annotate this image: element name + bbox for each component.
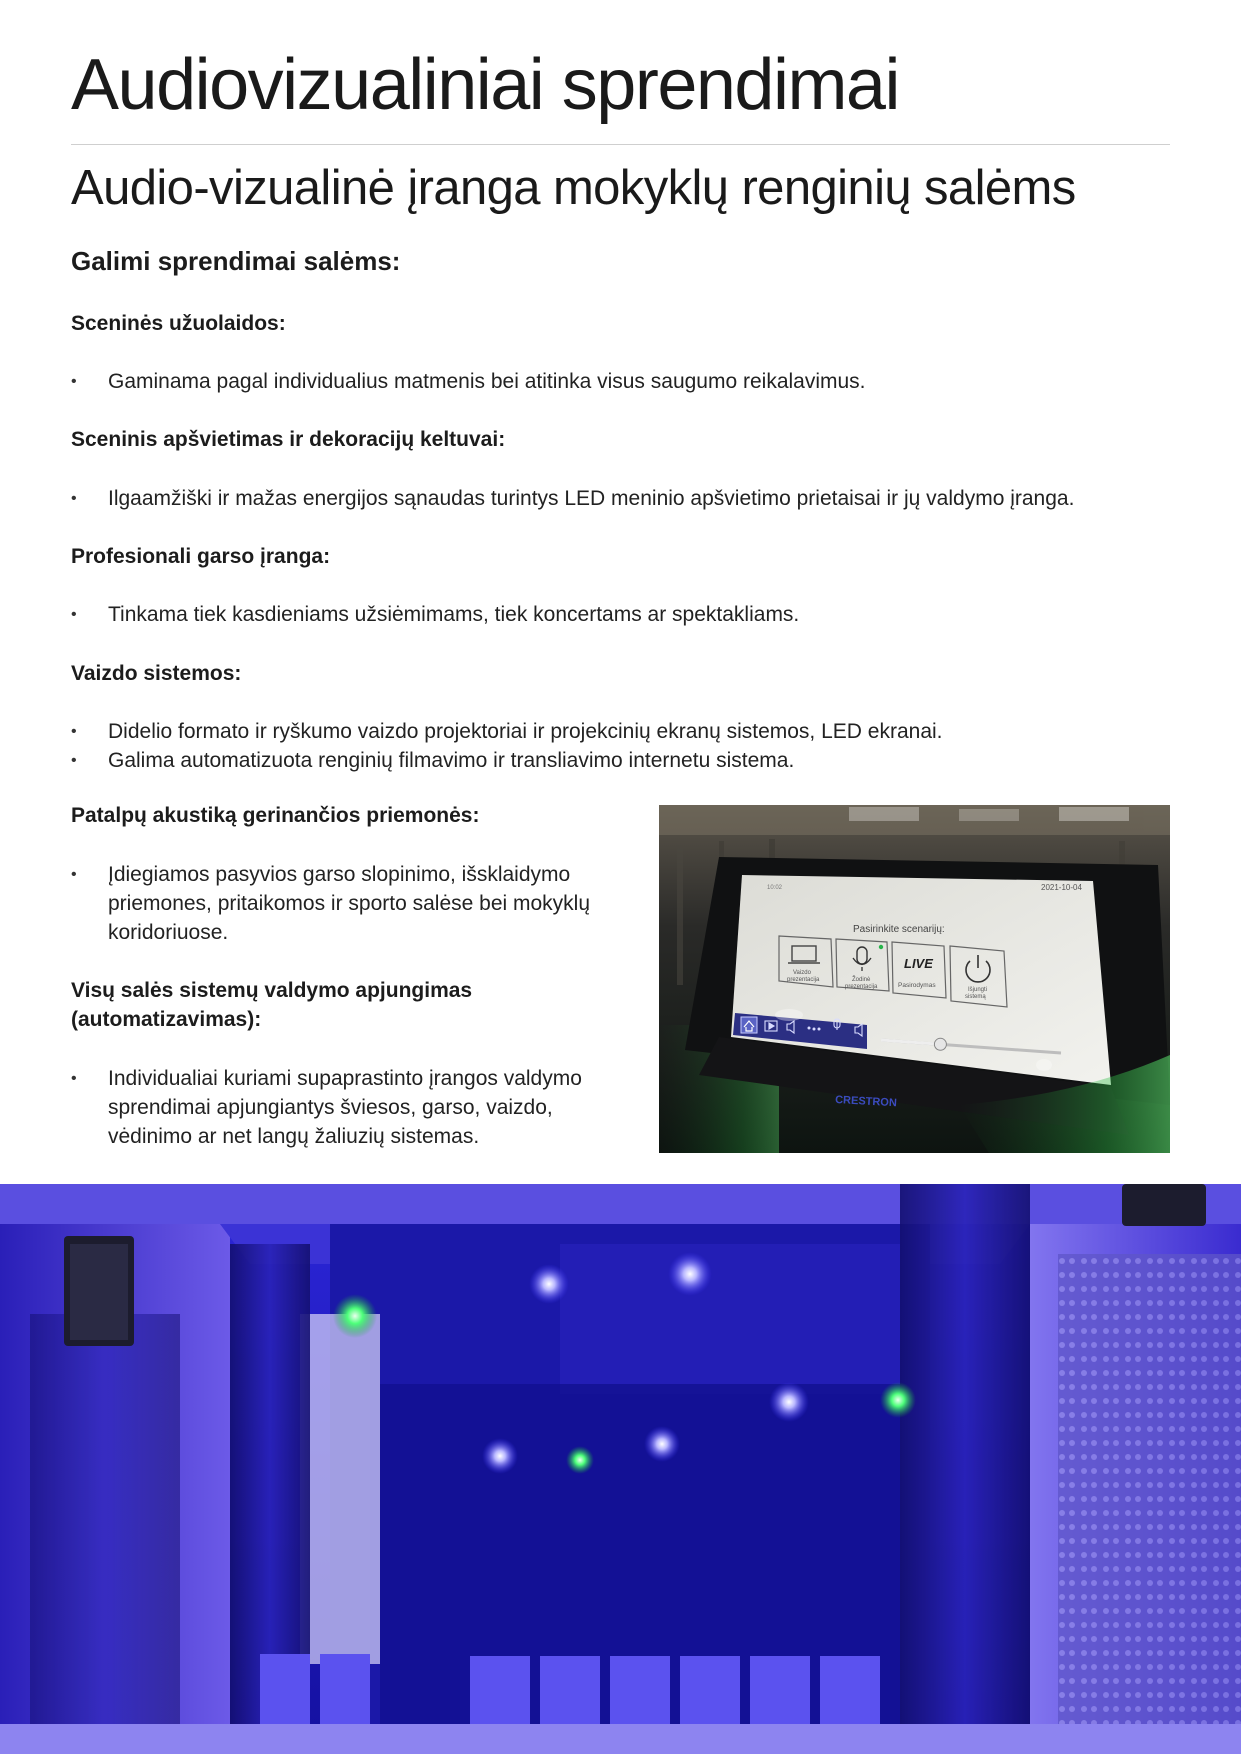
tile-label-line1: Žodinė (852, 977, 871, 983)
panel-date: 2021-10-04 (1041, 883, 1082, 892)
bullet-item (71, 717, 1170, 746)
bullet-item (71, 600, 1170, 629)
stage-chairs (260, 1654, 880, 1726)
tile-label-line1: Vaizdo (793, 970, 811, 976)
bullet-marker: • (71, 373, 77, 390)
bullet-text: Įdiegiamos pasyvios garso slopinimo, išsklaidymo priemones, pritaikomos ir sporto salėse bei mokyklų koridoriuose. (108, 863, 591, 944)
bullet-marker: • (71, 723, 77, 740)
volume-slider-knob (934, 1038, 946, 1050)
panel-clock: 10:02 (767, 885, 783, 891)
bullet-item (71, 1064, 639, 1151)
panel-prompt: Pasirinkite scenarijų: (853, 924, 945, 935)
section-heading-curtains: Sceninės užuolaidos: (71, 312, 286, 335)
tile-label-line1: Išjungti (968, 987, 988, 993)
bullet-marker: • (71, 752, 77, 769)
live-icon: LIVE (904, 956, 933, 971)
bullet-text: Ilgaamžiški ir mažas energijos sąnaudas turintys LED meninio apšvietimo prietaisai ir jų valdymo įranga. (108, 487, 1075, 510)
speaker-left (64, 1236, 134, 1346)
bullet-marker: • (71, 1070, 77, 1087)
bullet-text: Gaminama pagal individualius matmenis bei atitinka visus saugumo reikalavimus. (108, 370, 866, 393)
section-heading-lighting: Sceninis apšvietimas ir dekoracijų keltuvai: (71, 428, 506, 451)
section-heading-video: Vaizdo sistemos: (71, 662, 242, 685)
bullet-marker: • (71, 490, 77, 507)
bullet-marker: • (71, 866, 77, 883)
section-heading-acoustics: Patalpų akustiką gerinančios priemonės: (71, 804, 480, 827)
stage-photo (0, 1184, 1241, 1754)
brand-logo: CRESTRON (834, 1094, 898, 1110)
section-heading-audio: Profesionali garso įranga: (71, 545, 331, 568)
bullet-text: Individualiai kuriami supaprastinto įrangos valdymo sprendimai apjungiantys šviesos, garso, vaizdo, vėdinimo ar net langų žaliuzių sistemas. (108, 1067, 582, 1148)
page-subtitle: Audio-vizualinė įranga mokyklų renginių salėms (71, 161, 1076, 215)
projection-screen (300, 1314, 380, 1664)
tile-label-line2: prezentacija (787, 977, 820, 983)
bullet-item (71, 484, 1181, 513)
bullet-text: Didelio formato ir ryškumo vaizdo projektoriai ir projekcinių ekranų sistemos, LED ekranai. (108, 720, 943, 743)
title-divider (71, 144, 1170, 145)
bullet-marker: • (71, 606, 77, 623)
touch-panel-photo (659, 805, 1170, 1153)
tile-label-line1: Pasirodymas (898, 982, 936, 989)
tile-label-line2: prezentacija (845, 984, 878, 990)
tile-label-line2: sistemą (965, 994, 986, 1000)
bullet-item (71, 746, 1170, 775)
stage-edge (0, 1724, 1241, 1754)
section-heading-automation: Visų salės sistemų valdymo apjungimas (automatizavimas): (71, 979, 473, 1031)
bullet-item (71, 860, 639, 947)
bullet-text: Tinkama tiek kasdieniams užsiėmimams, tiek koncertams ar spektakliams. (108, 603, 800, 626)
page-title: Audiovizualiniai sprendimai (71, 45, 899, 125)
bullet-text: Galima automatizuota renginių filmavimo ir transliavimo internetu sistema. (108, 749, 795, 772)
speaker-right (1122, 1184, 1206, 1226)
intro-heading: Galimi sprendimai salėms: (71, 246, 401, 276)
status-dot (879, 945, 883, 949)
bullet-item (71, 367, 1170, 396)
